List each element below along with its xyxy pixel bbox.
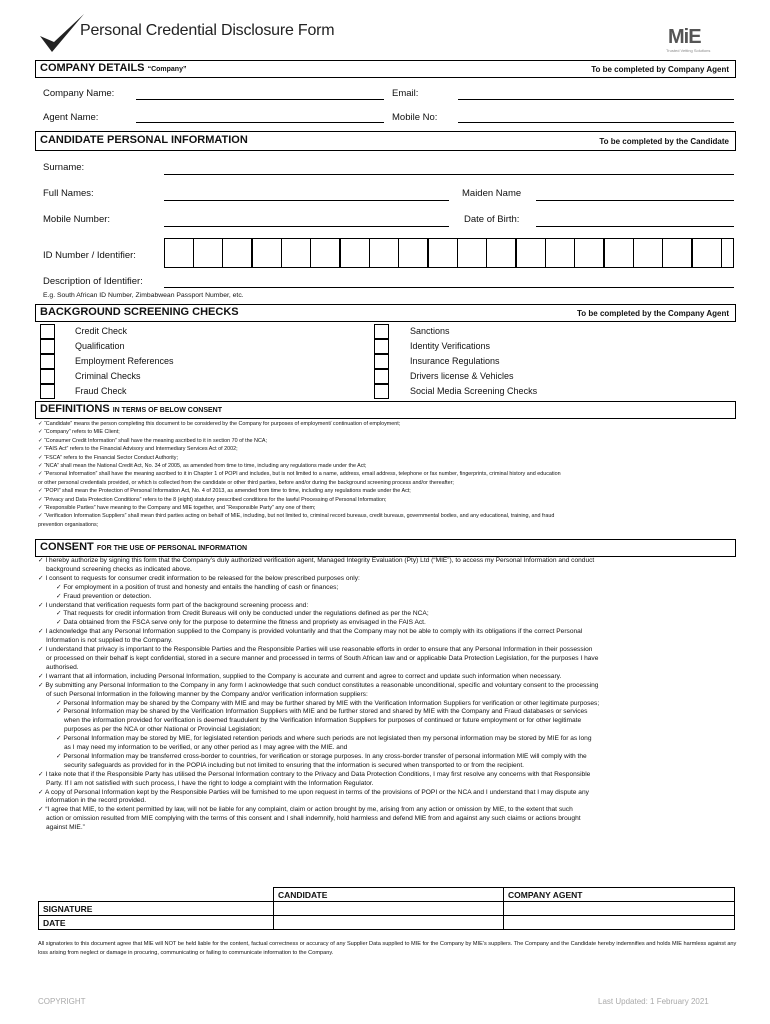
id-digit-box[interactable]: [692, 238, 722, 268]
page-title: Personal Credential Disclosure Form: [80, 22, 335, 39]
check-label: Identity Verifications: [410, 341, 491, 351]
check-label: Sanctions: [410, 326, 450, 336]
signature-table: [38, 887, 735, 930]
check-qualification-checkbox[interactable]: [40, 339, 55, 354]
mobile-number-label: Mobile Number:: [43, 214, 111, 225]
candidate-column-header: CANDIDATE: [274, 888, 504, 902]
definition-item: ✓ “Privacy and Data Protection Conditions” refers to the 8 (eight) statutory prescribed conditions for the lawful Processing of Personal Information;: [38, 496, 387, 503]
consent-item: Information is not supplied to the Company.: [46, 637, 173, 645]
check-label: Insurance Regulations: [410, 356, 500, 366]
id-digit-box[interactable]: [428, 238, 458, 268]
id-description-example: E.g. South African ID Number, Zimbabwean Passport Number, etc.: [43, 292, 244, 299]
check-drivers-checkbox[interactable]: [374, 369, 389, 384]
candidate-date-field[interactable]: [274, 916, 504, 930]
check-fraud-checkbox[interactable]: [40, 384, 55, 399]
consent-item: ✓ By submitting any Personal Information to the Company in any form I acknowledge that such conduct constitutes a reasonable unconditional, specific and voluntary consent to the processing: [38, 681, 599, 689]
consent-item: security safeguards as provided for in the POPIA including but not limited to ensuring that the information is secured when transported to or from the recipient.: [64, 761, 524, 769]
id-description-field[interactable]: [164, 287, 734, 288]
definition-item: ✓ “Consumer Credit Information” shall have the meaning ascribed to it in section 70 of the NCA;: [38, 437, 267, 444]
agent-date-field[interactable]: [504, 916, 735, 930]
company-name-field[interactable]: [136, 99, 384, 100]
screening-checks-header: [35, 304, 736, 322]
surname-field[interactable]: [164, 174, 734, 175]
disclaimer-text: All signatories to this document agree that MIE will NOT be held liable for the content, factual correctness or accuracy of any Supplier Data supplied to MIE for the Company by MIE’s suppliers. The Company and the Candidate hereby indemnifies and holds MIE harmless against any loss arising from neglect or damage in procuring, communicating or failing to communicate information to the Company.: [38, 941, 737, 956]
email-label: Email:: [392, 88, 419, 99]
definition-item: ✓ “Company” refers to MIE Client;: [38, 429, 120, 436]
definition-item: or other personal credentials provided, or which is collected from the candidate or other third parties, before and/or during the background screening process and/or thereafter;: [38, 479, 454, 486]
id-digit-box[interactable]: [633, 238, 663, 268]
check-identity-checkbox[interactable]: [374, 339, 389, 354]
definition-item: ✓ “POPI” shall mean the Protection of Personal Information Act, No. 4 of 2013, as amended from time to time, including any regulations made under the Act;: [38, 488, 411, 495]
id-digit-box[interactable]: [574, 238, 604, 268]
company-name-label: Company Name:: [43, 88, 115, 99]
check-label: Fraud Check: [75, 386, 127, 396]
consent-list: [38, 557, 738, 833]
consent-item: of such Personal Information in the following manner by the Company and/or verification information suppliers:: [46, 690, 368, 698]
mobile-number-field[interactable]: [164, 226, 449, 227]
mobile-no-field[interactable]: [458, 122, 734, 123]
company-details-title: COMPANY DETAILS “Company”: [40, 62, 187, 74]
dob-field[interactable]: [536, 226, 734, 227]
id-digit-box[interactable]: [310, 238, 340, 268]
consent-item: ✓ Personal Information may be shared by the Verification Information Suppliers with MIE and be further stored and shared by MIE with the Company and Fraud databases or services: [56, 708, 588, 716]
definition-item: ✓ “NCA” shall mean the National Credit Act, No. 34 of 2005, as amended from time to time, including any regulations made under the Act;: [38, 463, 367, 470]
full-names-label: Full Names:: [43, 188, 94, 199]
check-label: Drivers license & Vehicles: [410, 371, 514, 381]
consent-item: or processed on their behalf is kept confidential, stored in a secure manner and processed in terms of South African law and or applicable Data Protection Legislation, for the purposes I have: [46, 654, 599, 662]
logo-text: MiE: [668, 26, 701, 48]
consent-item: ✓ For employment in a position of trust and honesty and entails the handling of cash or finances;: [56, 583, 339, 591]
check-social-media-checkbox[interactable]: [374, 384, 389, 399]
full-names-field[interactable]: [164, 200, 449, 201]
consent-item: background screening checks as indicated above.: [46, 565, 192, 573]
check-credit-checkbox[interactable]: [40, 324, 55, 339]
id-digit-box[interactable]: [486, 238, 516, 268]
last-updated-label: Last Updated: 1 February 2021: [598, 997, 709, 1006]
consent-item: ✓ Fraud prevention or detection.: [56, 592, 152, 600]
definition-item: ✓ “FAIS Act” refers to the Financial Advisory and Intermediary Services Act of 2002;: [38, 446, 238, 453]
agent-column-header: COMPANY AGENT: [504, 888, 735, 902]
definitions-list: [38, 420, 738, 529]
id-description-label: Description of Identifier:: [43, 276, 143, 287]
definition-item: ✓ “Responsible Parties” have meaning to the Company and MIE together, and “Responsible Party” any one of them;: [38, 505, 316, 512]
company-details-note: To be completed by Company Agent: [591, 65, 729, 74]
date-row-label: DATE: [39, 916, 274, 930]
consent-item: ✓ I take note that if the Responsible Party has utilised the Personal Information contrary to the Privacy and Data Protection Conditions, I may first resolve any concerns with that Responsible: [38, 770, 591, 778]
check-sanctions-checkbox[interactable]: [374, 324, 389, 339]
check-label: Credit Check: [75, 326, 128, 336]
consent-item: ✓ Personal Information may be stored by MIE, for legislated retention periods and where such periods are not legislated then my personal information may be stored by MIE for as long: [56, 735, 592, 743]
check-employment-checkbox[interactable]: [40, 354, 55, 369]
id-digit-box[interactable]: [193, 238, 223, 268]
id-digit-box[interactable]: [662, 238, 692, 268]
id-digit-box[interactable]: [721, 238, 734, 268]
email-field[interactable]: [458, 99, 734, 100]
candidate-info-note: To be completed by the Candidate: [599, 137, 729, 146]
id-digit-box[interactable]: [398, 238, 428, 268]
consent-item: ✓ Data obtained from the FSCA serve only for the purpose to determine the fitness and propriety as envisaged in the FAIS Act.: [56, 619, 426, 627]
screening-checks-note: To be completed by the Company Agent: [576, 309, 729, 318]
consent-item: ✓ “I agree that MIE, to the extent permitted by law, will not be liable for any complaint, claim or action brought by me, arising from any action or omission by MIE, to the extent that such: [38, 806, 573, 814]
candidate-info-title: CANDIDATE PERSONAL INFORMATION: [40, 134, 248, 146]
consent-item: ✓ Personal Information may be transferred cross-border to countries, for verification or storage purposes. In any cross-border transfer of personal information MIE will comply with the: [56, 752, 587, 760]
mie-logo: [668, 22, 720, 56]
consent-item: ✓ Personal Information may be shared by the Company with MIE and may be further shared by MIE with the Verification Information Suppliers for verification or other legitimate purposes;: [56, 699, 600, 707]
consent-item: Party. If I am not satisfied with such process, I have the right to lodge a complaint with the Information Regulator.: [46, 779, 374, 787]
consent-item: ✓ A copy of Personal Information kept by the Responsible Parties will be furnished to me upon request in terms of the provisions of POPI or the NCA and I understand that I may dispute any: [38, 788, 589, 796]
consent-item: ✓ I warrant that all information, including Personal Information, supplied to the Company is accurate and current and agree to correct and update such information when necessary.: [38, 672, 562, 680]
consent-item: authorised.: [46, 663, 79, 671]
maiden-name-label: Maiden Name: [462, 188, 522, 199]
candidate-info-header: [35, 131, 736, 151]
company-details-header: [35, 60, 736, 78]
maiden-name-field[interactable]: [536, 200, 734, 201]
mobile-no-label: Mobile No:: [392, 112, 438, 123]
signature-row-label: SIGNATURE: [39, 902, 274, 916]
consent-item: ✓ I acknowledge that any Personal Information supplied to the Company is provided voluntarily and that the Company may not be able to comply with its obligations if the correct Personal: [38, 628, 583, 636]
consent-item: information in the record provided.: [46, 797, 147, 805]
copyright-label: COPYRIGHT: [38, 997, 86, 1006]
consent-item: ✓ I hereby authorize by signing this form that the Company’s duly authorized verification agent, Managed Integrity Evaluation (Pty) Ltd (“MIE”), to access my Personal Information and conduct: [38, 557, 595, 564]
agent-name-label: Agent Name:: [43, 112, 99, 123]
id-digit-box[interactable]: [369, 238, 399, 268]
logo-subtitle: Trusted Vetting Solutions: [666, 48, 711, 53]
surname-label: Surname:: [43, 162, 85, 173]
id-digit-box[interactable]: [252, 238, 282, 268]
id-digit-box[interactable]: [164, 238, 194, 268]
id-digit-box[interactable]: [281, 238, 311, 268]
definition-item: ✓ “FSCA” refers to the Financial Sector Conduct Authority;: [38, 454, 178, 461]
id-digit-box[interactable]: [222, 238, 252, 268]
candidate-signature-field[interactable]: [274, 902, 504, 916]
check-insurance-checkbox[interactable]: [374, 354, 389, 369]
check-label: Social Media Screening Checks: [410, 386, 538, 396]
consent-item: as I may need my information to be verified, or any other period as I may agree with the MIE. and: [64, 744, 348, 752]
check-label: Qualification: [75, 341, 125, 351]
definitions-title: DEFINITIONS IN TERMS OF BELOW CONSENT: [40, 403, 223, 415]
consent-item: action or omission resulted from MIE complying with the terms of this consent and I shall indemnify, hold harmless and defend MIE from and against any such claims or actions brought: [46, 815, 581, 823]
consent-item: when the information provided for verification is deemed fraudulent by the Verification Information Suppliers for purposes of continued or future employment or for other legitimate: [64, 717, 582, 725]
check-label: Criminal Checks: [75, 371, 141, 381]
agent-signature-field[interactable]: [504, 902, 735, 916]
checkmark-logo-icon: [38, 12, 86, 56]
consent-item: purposes as per the NCA or other National or Provincial Legislation;: [64, 726, 262, 734]
consent-title: CONSENT FOR THE USE OF PERSONAL INFORMATION: [40, 541, 248, 553]
id-digit-box[interactable]: [340, 238, 370, 268]
definition-item: prevention organisations;: [38, 521, 99, 528]
signature-table-blank: [39, 888, 274, 902]
agent-name-field[interactable]: [136, 122, 384, 123]
definition-item: ✓ “Candidate” means the person completing this document to be considered by the Company for purposes of employment/ continuation of employment;: [38, 421, 401, 427]
check-criminal-checkbox[interactable]: [40, 369, 55, 384]
screening-checks-title: BACKGROUND SCREENING CHECKS: [40, 306, 239, 318]
definitions-header: [35, 401, 736, 419]
consent-item: ✓ I understand that privacy is important to the Responsible Parties and the Responsible Parties will use reasonable efforts in order to ensure that any Personal Information in their possession: [38, 646, 593, 654]
id-number-label: ID Number / Identifier:: [43, 250, 136, 261]
consent-item: ✓ I consent to requests for consumer credit information to be released for the below prescribed purposes only:: [38, 574, 360, 582]
id-digit-box[interactable]: [457, 238, 487, 268]
consent-item: ✓ That requests for credit information from Credit Bureaus will only be conducted under the regulations defined as per the NCA;: [56, 610, 429, 618]
dob-label: Date of Birth:: [464, 214, 520, 225]
id-digit-box[interactable]: [545, 238, 575, 268]
id-digit-box[interactable]: [604, 238, 634, 268]
consent-item: against MIE.”: [46, 824, 85, 832]
definition-item: ✓ “Personal Information” shall have the meaning ascribed to it in Chapter 1 of POPI and includes, but is not limited to a name, address, email address, telephone or fax number, fingerprints, criminal history and education: [38, 471, 561, 478]
consent-header: [35, 539, 736, 557]
consent-item: ✓ I understand that verification requests form part of the background screening process and:: [38, 601, 309, 609]
definition-item: ✓ “Verification Information Suppliers” shall mean third parties acting on behalf of MIE, including, but not limited to, criminal record bureaus, credit bureaus, governmental bodies, and any educational, training, and fraud: [38, 513, 555, 520]
id-digit-box[interactable]: [516, 238, 546, 268]
check-label: Employment References: [75, 356, 174, 366]
